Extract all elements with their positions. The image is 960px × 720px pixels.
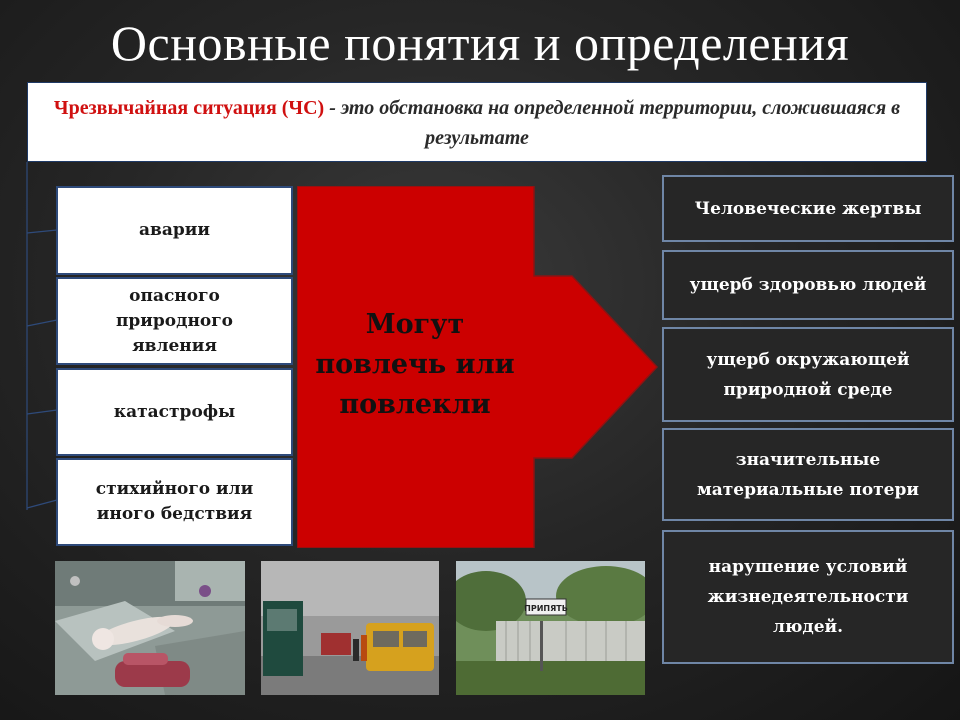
photo-abandoned-toys xyxy=(55,561,245,695)
page-title: Основные понятия и определения xyxy=(110,15,850,71)
photo-storm-vehicles xyxy=(261,561,439,695)
cause-disaster: стихийного или иного бедствия xyxy=(56,458,293,546)
effect-life-disruption: нарушение условий жизнедеятельности людей. xyxy=(662,530,954,664)
definition-box xyxy=(27,82,927,162)
cause-natural-hazard: опасного природного явления xyxy=(56,277,293,365)
cause-accident: аварии xyxy=(56,186,293,275)
definition-term: Чрезвычайная ситуация (ЧС) xyxy=(53,97,325,119)
effect-material-losses: значительные материальные потери xyxy=(662,428,954,521)
effect-environment-damage: ущерб окружающей природной среде xyxy=(662,327,954,422)
effect-health-damage: ущерб здоровью людей xyxy=(662,250,954,320)
effect-casualties: Человеческие жертвы xyxy=(662,175,954,242)
arrow-label: Могут повлечь или повлекли xyxy=(315,309,515,420)
photo-pripyat-sign xyxy=(456,561,645,695)
definition-text: - это обстановка на определенной территории, сложившаяся в результате xyxy=(324,97,901,149)
pripyat-sign-text: ПРИПЯТЬ xyxy=(524,604,568,613)
cause-catastrophe: катастрофы xyxy=(56,368,293,456)
